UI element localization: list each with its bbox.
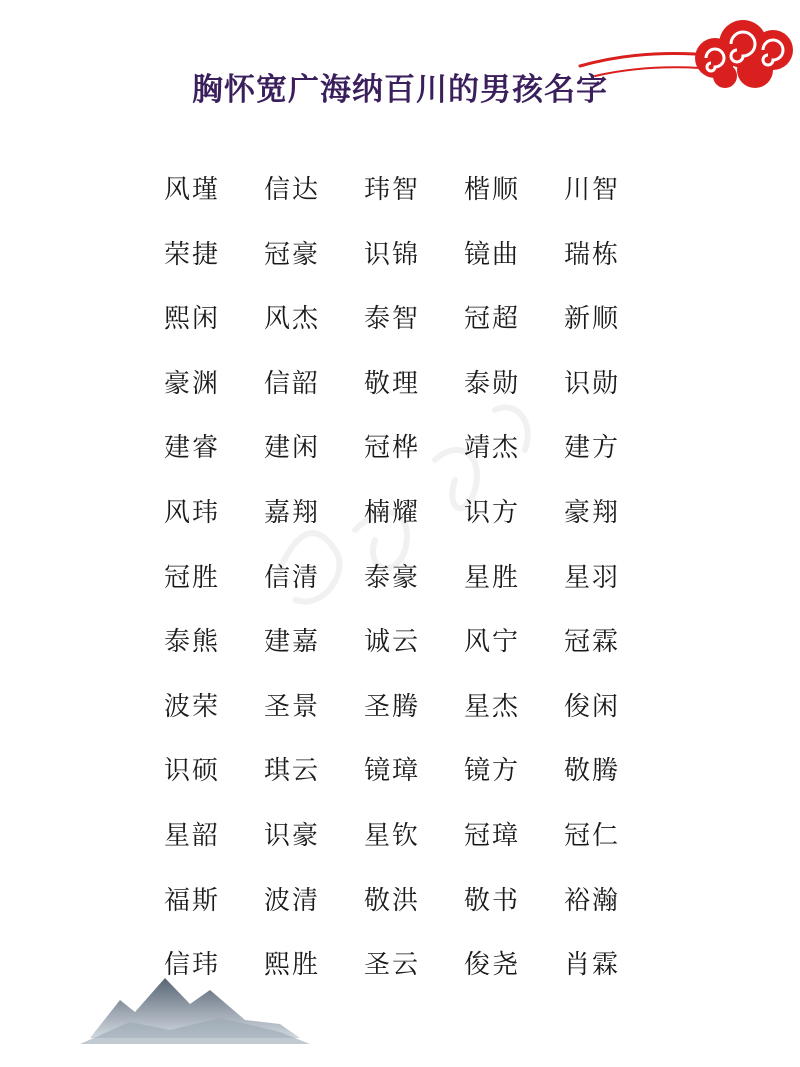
name-cell: 圣景: [263, 691, 320, 722]
name-cell: 楠耀: [363, 497, 420, 528]
name-cell: 敬洪: [363, 885, 420, 916]
name-cell: 识锦: [363, 239, 420, 270]
name-cell: 镜曲: [463, 239, 520, 270]
name-cell: 嘉翔: [263, 497, 320, 528]
name-cell: 冠胜: [163, 562, 220, 593]
name-cell: 泰豪: [363, 562, 420, 593]
name-cell: 熙闲: [163, 304, 220, 335]
name-cell: 镜璋: [363, 756, 420, 787]
name-cell: 信达: [263, 175, 320, 205]
name-cell: 泰熊: [163, 627, 220, 658]
name-cell: 识方: [463, 497, 520, 528]
name-cell: 识勋: [563, 368, 620, 399]
name-cell: 风杰: [263, 304, 320, 335]
name-cell: 敬腾: [563, 756, 620, 787]
name-cell: 冠桦: [363, 433, 420, 464]
name-cell: 川智: [563, 175, 620, 205]
name-cell: 楷顺: [463, 175, 520, 205]
name-cell: 瑞栋: [563, 239, 620, 270]
name-cell: 风玮: [163, 497, 220, 528]
page-title: 胸怀宽广海纳百川的男孩名字: [192, 72, 608, 108]
name-cell: 敬理: [363, 368, 420, 399]
name-cell: 信清: [263, 562, 320, 593]
name-cell: 俊闲: [563, 691, 620, 722]
name-cell: 建嘉: [263, 627, 320, 658]
name-cell: 熙胜: [263, 950, 320, 981]
name-cell: 识豪: [263, 820, 320, 851]
name-cell: 裕瀚: [563, 885, 620, 916]
name-cell: 玮智: [363, 175, 420, 205]
name-cell: 圣腾: [363, 691, 420, 722]
name-cell: 靖杰: [463, 433, 520, 464]
name-cell: 新顺: [563, 304, 620, 335]
name-cell: 荣捷: [163, 239, 220, 270]
name-cell: 波荣: [163, 691, 220, 722]
name-cell: 风瑾: [163, 175, 220, 205]
name-cell: 冠霖: [563, 627, 620, 658]
name-cell: 豪渊: [163, 368, 220, 399]
name-cell: 冠璋: [463, 820, 520, 851]
name-cell: 泰智: [363, 304, 420, 335]
name-cell: 冠仁: [563, 820, 620, 851]
name-cell: 识硕: [163, 756, 220, 787]
name-cell: 信韶: [263, 368, 320, 399]
name-grid: [142, 158, 662, 998]
name-cell: 肖霖: [563, 950, 620, 981]
name-cell: 琪云: [263, 756, 320, 787]
name-cell: 星杰: [463, 691, 520, 722]
name-cell: 波清: [263, 885, 320, 916]
name-cell: 诚云: [363, 627, 420, 658]
name-cell: 敬书: [463, 885, 520, 916]
name-cell: 信玮: [163, 950, 220, 981]
name-cell: 豪翔: [563, 497, 620, 528]
name-cell: 冠超: [463, 304, 520, 335]
name-cell: 建方: [563, 433, 620, 464]
name-cell: 星韶: [163, 820, 220, 851]
name-cell: 星钦: [363, 820, 420, 851]
name-cell: 星胜: [463, 562, 520, 593]
name-cell: 建睿: [163, 433, 220, 464]
name-cell: 风宁: [463, 627, 520, 658]
name-cell: 俊尧: [463, 950, 520, 981]
name-cell: 镜方: [463, 756, 520, 787]
name-cell: 冠豪: [263, 239, 320, 270]
name-cell: 星羽: [563, 562, 620, 593]
ink-mountain-icon: [80, 960, 310, 1050]
name-cell: 建闲: [263, 433, 320, 464]
name-cell: 福斯: [163, 885, 220, 916]
name-cell: 圣云: [363, 950, 420, 981]
name-cell: 泰勋: [463, 368, 520, 399]
